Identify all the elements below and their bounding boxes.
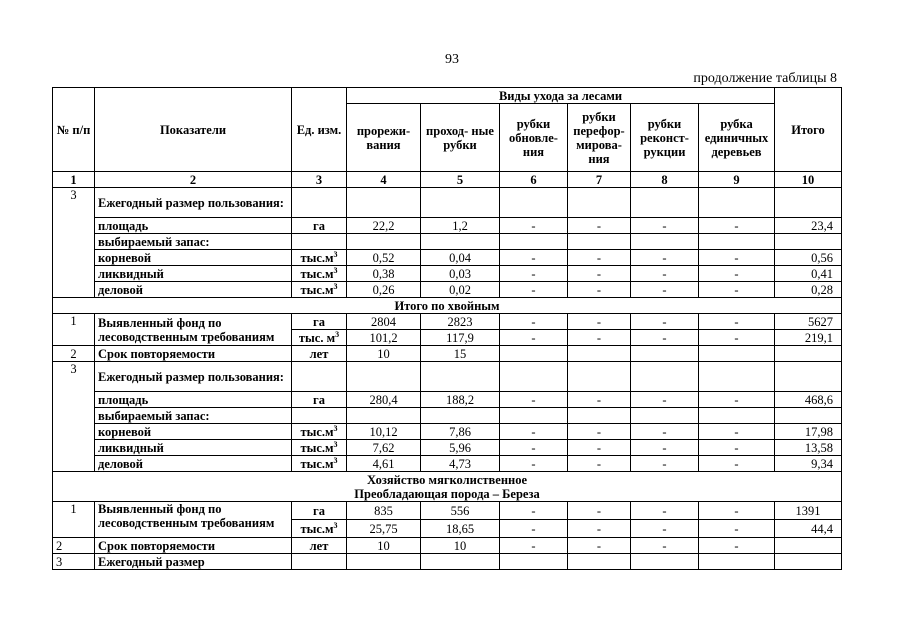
col-number: 10 [775, 172, 842, 188]
value-cell: - [631, 502, 699, 520]
value-cell: - [568, 520, 631, 538]
table-row [53, 282, 842, 298]
value-cell: 1,2 [421, 218, 500, 234]
value-cell: - [699, 392, 775, 408]
col-number: 8 [631, 172, 699, 188]
header-care-types: Виды ухода за лесами [347, 88, 775, 104]
value-cell: - [631, 250, 699, 266]
col-number: 1 [53, 172, 95, 188]
value-cell: - [631, 538, 699, 554]
table-row [53, 314, 842, 330]
value-cell: - [500, 392, 568, 408]
col-number: 9 [699, 172, 775, 188]
value-cell: - [699, 250, 775, 266]
value-cell: 2804 [347, 314, 421, 330]
value-cell: - [631, 282, 699, 298]
table-row [53, 250, 842, 266]
value-cell: - [631, 266, 699, 282]
page-number: 93 [445, 52, 459, 67]
row-no: 1 [53, 502, 95, 538]
value-cell: - [631, 330, 699, 346]
col-number: 3 [292, 172, 347, 188]
value-cell: - [699, 314, 775, 330]
value-cell: - [568, 250, 631, 266]
value-cell: - [631, 424, 699, 440]
header-unit: Ед. изм. [292, 88, 347, 172]
value-cell: - [500, 502, 568, 520]
header-passing-cuts: проход- ные рубки [421, 104, 500, 172]
value-cell: - [568, 456, 631, 472]
row-label: выбираемый запас: [95, 234, 292, 250]
total-cell: 219,1 [775, 330, 842, 346]
row-label: Выявленный фонд по лесоводственным требованиям [95, 502, 292, 538]
value-cell: - [568, 424, 631, 440]
value-cell: 5,96 [421, 440, 500, 456]
table-row [53, 234, 842, 250]
table-row [53, 440, 842, 456]
row-label: деловой [95, 456, 292, 472]
table-row [53, 346, 842, 362]
row-label: выбираемый запас: [95, 408, 292, 424]
row-label: Ежегодный размер пользования: [95, 188, 292, 218]
value-cell: - [500, 440, 568, 456]
value-cell: 117,9 [421, 330, 500, 346]
row-label: Выявленный фонд по лесоводственным требованиям [95, 314, 292, 346]
value-cell: - [699, 330, 775, 346]
row-label: корневой [95, 250, 292, 266]
value-cell: 0,04 [421, 250, 500, 266]
value-cell: 10 [421, 538, 500, 554]
value-cell: 0,02 [421, 282, 500, 298]
row-label: Срок повторяемости [95, 538, 292, 554]
value-cell: - [568, 314, 631, 330]
value-cell: - [568, 502, 631, 520]
row-no: 3 [53, 188, 95, 298]
value-cell: - [500, 218, 568, 234]
unit-cell: $тыс.м^3$ [292, 424, 347, 440]
section-row [53, 298, 842, 314]
header-indicators: Показатели [95, 88, 292, 172]
value-cell: - [568, 538, 631, 554]
unit-cell: лет [292, 538, 347, 554]
total-cell: 44,4 [775, 520, 842, 538]
value-cell: 4,73 [421, 456, 500, 472]
value-cell: 22,2 [347, 218, 421, 234]
row-no: 3 [53, 554, 95, 570]
row-label: Ежегодный размер пользования: [95, 362, 292, 392]
table-row [53, 218, 842, 234]
row-label: площадь [95, 218, 292, 234]
value-cell: - [631, 314, 699, 330]
header-total: Итого [775, 88, 842, 172]
row-no: 2 [53, 538, 95, 554]
value-cell: - [631, 520, 699, 538]
value-cell: - [500, 330, 568, 346]
row-no: 3 [53, 362, 95, 472]
value-cell: 10 [347, 346, 421, 362]
value-cell: 4,61 [347, 456, 421, 472]
unit-cell: $тыс.м^3$ [292, 266, 347, 282]
total-cell: 0,56 [775, 250, 842, 266]
row-no: 2 [53, 346, 95, 362]
unit-cell: $тыс.м^3$ [292, 456, 347, 472]
table-row [53, 424, 842, 440]
value-cell: - [500, 266, 568, 282]
header-single-tree-cuts: рубка единичных деревьев [699, 104, 775, 172]
col-number: 7 [568, 172, 631, 188]
unit-cell: $тыс.м^3$ [292, 250, 347, 266]
table-continuation-caption: продолжение таблицы 8 [693, 71, 837, 86]
value-cell: - [568, 218, 631, 234]
row-label: площадь [95, 392, 292, 408]
value-cell: - [631, 392, 699, 408]
value-cell: 25,75 [347, 520, 421, 538]
table-row [53, 502, 842, 520]
table-row [53, 538, 842, 554]
header-reconstruction-cuts: рубки реконст- рукции [631, 104, 699, 172]
value-cell: 0,03 [421, 266, 500, 282]
unit-cell: тыс. $м^3$ [292, 330, 347, 346]
col-number: 5 [421, 172, 500, 188]
table-row [53, 554, 842, 570]
unit-cell: га [292, 502, 347, 520]
unit-cell: $тыс.м^3$ [292, 440, 347, 456]
col-number: 4 [347, 172, 421, 188]
value-cell: 556 [421, 502, 500, 520]
value-cell: - [500, 250, 568, 266]
row-no: 1 [53, 314, 95, 346]
row-label: ликвидный [95, 440, 292, 456]
value-cell: - [568, 392, 631, 408]
value-cell: - [500, 456, 568, 472]
total-cell: 5627 [775, 314, 842, 330]
value-cell: - [631, 440, 699, 456]
value-cell: - [500, 520, 568, 538]
value-cell: 0,26 [347, 282, 421, 298]
value-cell: 10 [347, 538, 421, 554]
unit-cell: га [292, 218, 347, 234]
table-row [53, 362, 842, 392]
forest-care-table [52, 87, 842, 570]
total-cell: 17,98 [775, 424, 842, 440]
table-row [53, 408, 842, 424]
section-title-soft: Хозяйство мягколиственное Преобладающая порода – Береза [53, 472, 842, 502]
column-numbers-row [53, 172, 842, 188]
col-number: 6 [500, 172, 568, 188]
value-cell: 7,62 [347, 440, 421, 456]
table-row [53, 266, 842, 282]
total-cell: 1391 [775, 502, 842, 520]
value-cell: - [699, 440, 775, 456]
value-cell: - [699, 502, 775, 520]
table-row [53, 188, 842, 218]
unit-cell: $тыс.м^3$ [292, 520, 347, 538]
header-reformation-cuts: рубки перефор- мирова- ния [568, 104, 631, 172]
value-cell: 0,38 [347, 266, 421, 282]
table-row [53, 456, 842, 472]
value-cell: 280,4 [347, 392, 421, 408]
value-cell: - [699, 424, 775, 440]
row-label: деловой [95, 282, 292, 298]
total-cell: 0,41 [775, 266, 842, 282]
value-cell: 0,52 [347, 250, 421, 266]
value-cell: - [568, 440, 631, 456]
value-cell: - [568, 330, 631, 346]
value-cell: - [631, 218, 699, 234]
total-cell: 23,4 [775, 218, 842, 234]
total-cell: 13,58 [775, 440, 842, 456]
row-label: корневой [95, 424, 292, 440]
value-cell: - [500, 282, 568, 298]
total-cell: 9,34 [775, 456, 842, 472]
header-renewal-cuts: рубки обновле- ния [500, 104, 568, 172]
value-cell: 835 [347, 502, 421, 520]
value-cell: 101,2 [347, 330, 421, 346]
col-number: 2 [95, 172, 292, 188]
value-cell: - [699, 282, 775, 298]
section-title-conifer: Итого по хвойным [53, 298, 842, 314]
value-cell: 2823 [421, 314, 500, 330]
unit-cell: га [292, 392, 347, 408]
value-cell: - [568, 282, 631, 298]
unit-cell: га [292, 314, 347, 330]
value-cell: 188,2 [421, 392, 500, 408]
total-cell: 468,6 [775, 392, 842, 408]
value-cell: - [699, 538, 775, 554]
value-cell: 15 [421, 346, 500, 362]
header-no: № п/п [53, 88, 95, 172]
value-cell: 10,12 [347, 424, 421, 440]
value-cell: - [631, 456, 699, 472]
value-cell: - [699, 520, 775, 538]
value-cell: - [699, 456, 775, 472]
value-cell: 18,65 [421, 520, 500, 538]
value-cell: - [500, 538, 568, 554]
value-cell: 7,86 [421, 424, 500, 440]
value-cell: - [699, 218, 775, 234]
row-label: ликвидный [95, 266, 292, 282]
header-thinning: прорежи- вания [347, 104, 421, 172]
unit-cell: лет [292, 346, 347, 362]
section-row [53, 472, 842, 502]
value-cell: - [500, 314, 568, 330]
table-row [53, 392, 842, 408]
total-cell: 0,28 [775, 282, 842, 298]
row-label: Срок повторяемости [95, 346, 292, 362]
value-cell: - [500, 424, 568, 440]
value-cell: - [699, 266, 775, 282]
value-cell: - [568, 266, 631, 282]
unit-cell: $тыс.м^3$ [292, 282, 347, 298]
row-label: Ежегодный размер [95, 554, 292, 570]
